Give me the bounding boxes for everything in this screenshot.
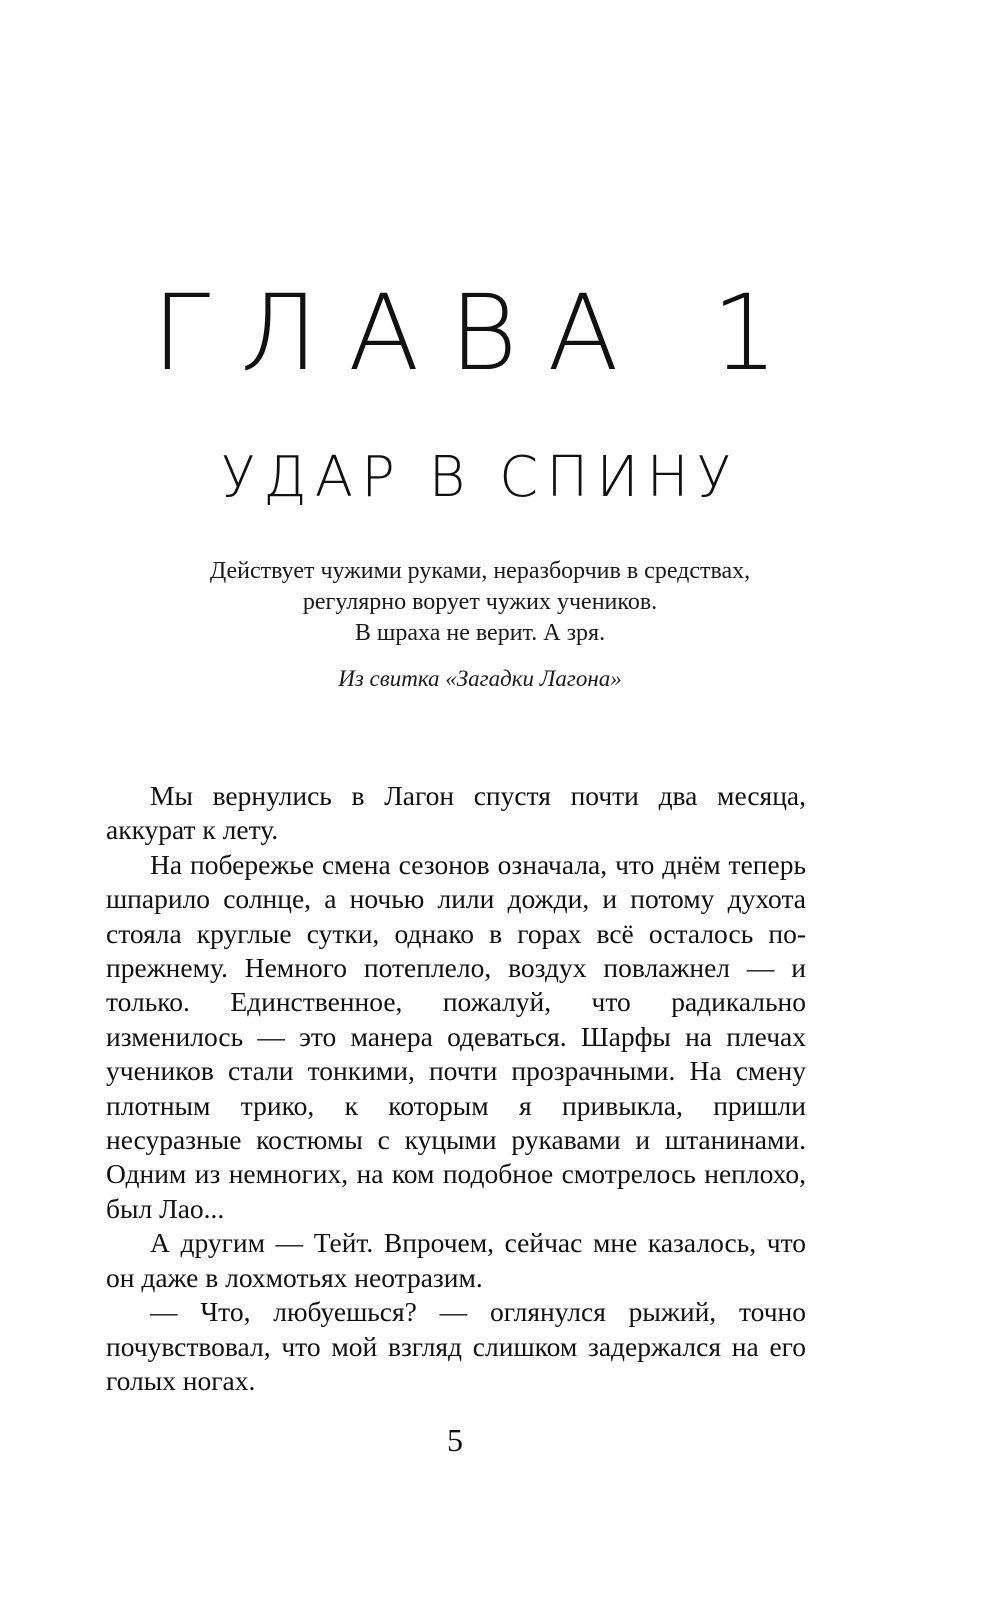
epigraph-line: В шраха не верит. А зря.	[354, 620, 606, 646]
paragraph: А другим — Тейт. Впрочем, сейчас мне казалось, что он даже в лохмотьях неотразим.	[106, 1227, 806, 1293]
epigraph-line: регулярно ворует чужих учеников.	[302, 589, 658, 615]
paragraph: На побережье смена сезонов означала, что днём теперь шпарило солнце, а ночью лили дожди, и потому духота стояла круглые сутки, однако в горах всё осталось по-прежнему. Немного потеплело, воздух повлажнел — и только. Единственное, пожалуй, что радикально изменилось — это манера одеваться. Шарфы на плечах учеников стали тонкими, почти прозрачными. На смену плотным трико, к которым я привыкла, пришли несуразные костюмы с куцыми рукавами и штанинами. Одним из немногих, на ком подобное смотрелось неплохо, был Лао...	[106, 848, 806, 1224]
chapter-subtitle: УДАР В СПИНУ	[221, 445, 739, 510]
paragraph: Мы вернулись в Лагон спустя почти два месяца, аккурат к лету.	[106, 780, 806, 846]
epigraph-line: Действует чужими руками, неразборчив в средствах,	[209, 558, 751, 584]
epigraph	[0, 556, 960, 649]
epigraph-source: Из свитка «Загадки Лагона»	[338, 666, 622, 691]
chapter-heading: ГЛАВА 1	[152, 272, 808, 394]
body-text	[106, 779, 806, 1398]
page-number: 5	[447, 1422, 463, 1458]
paragraph: — Что, любуешься? — оглянулся рыжий, точно почувствовал, что мой взгляд слишком задержался на его голых ногах.	[106, 1296, 806, 1396]
